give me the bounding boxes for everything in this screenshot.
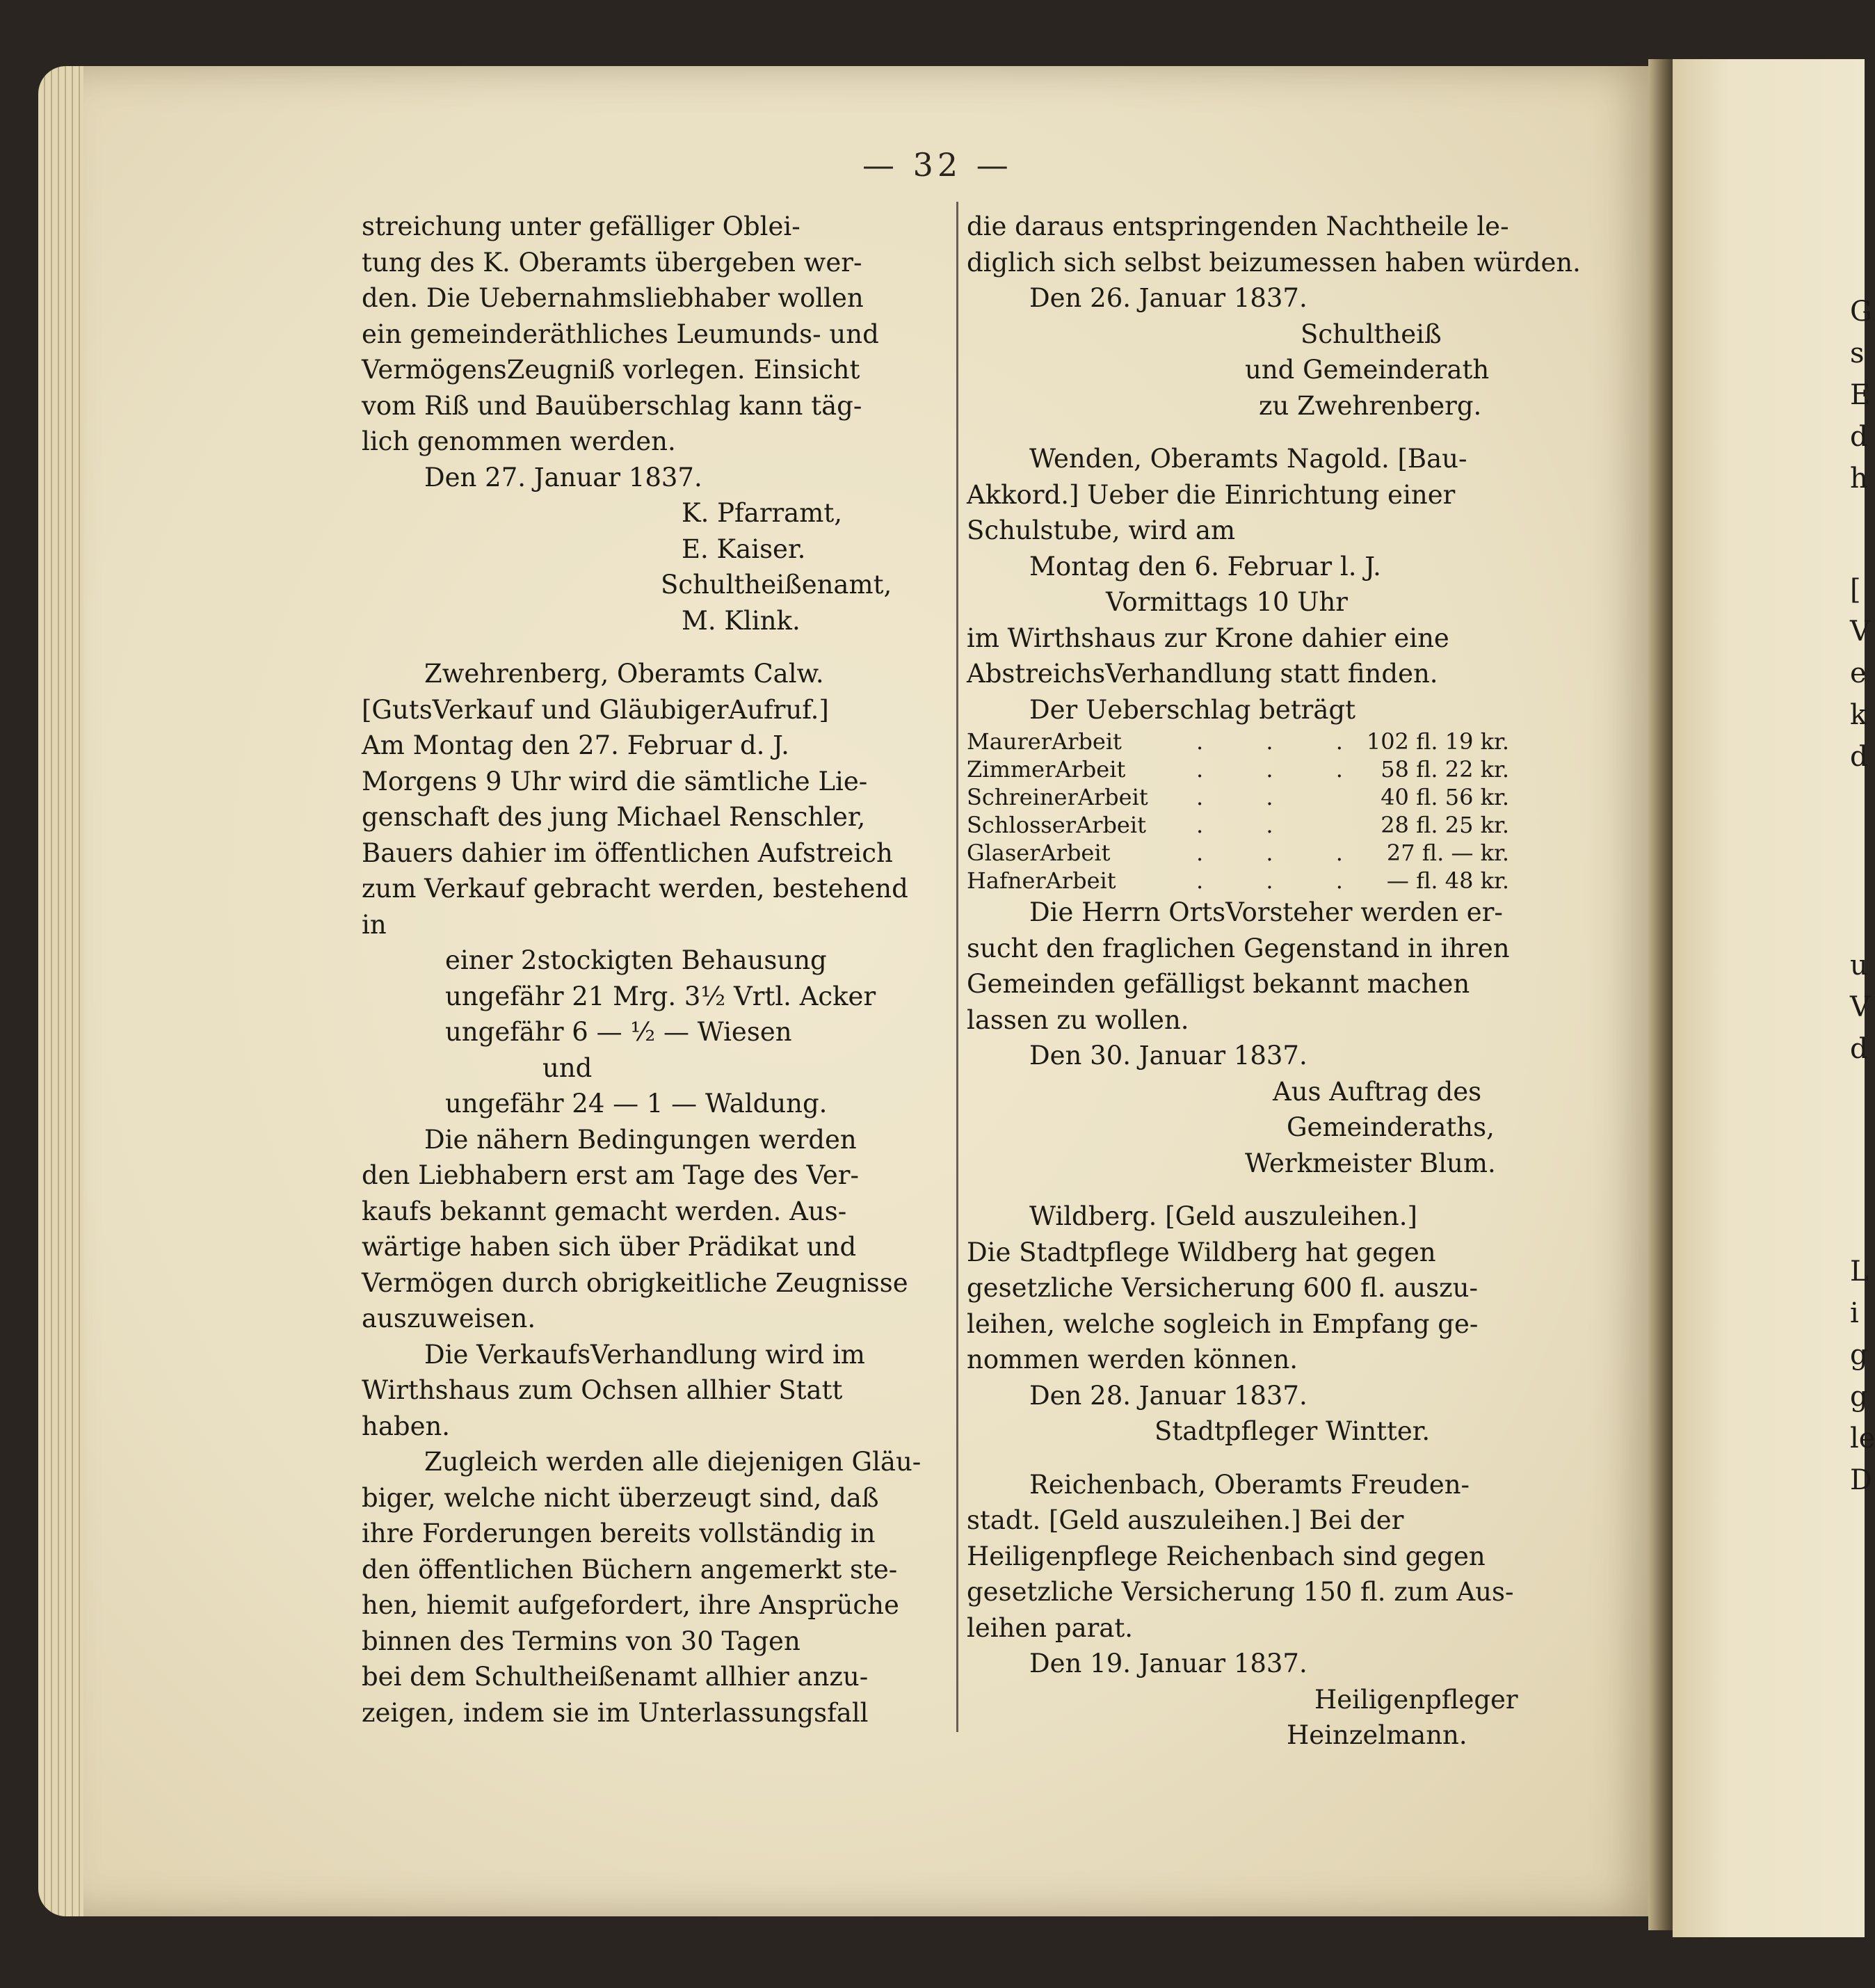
text-line: stadt. [Geld auszuleihen.] Bei der [967,1505,1404,1535]
text-line: ihre Forderungen bereits vollständig in [362,1518,876,1548]
property-line: ungefähr 24 — 1 — Waldung. [445,1089,828,1119]
property-line: und [542,1052,593,1083]
text-line: den öffentlichen Büchern angemerkt ste- [362,1554,898,1585]
cost-trade: GlaserArbeit [967,840,1111,866]
text-line: haben. [362,1411,451,1441]
text-line: in [362,909,387,940]
cost-trade: MaurerArbeit [967,728,1122,755]
fragment-char: V [1850,616,1870,648]
cost-dots: . . . [1196,867,1371,894]
fragment-char: g [1850,1339,1868,1371]
notice-date: Den 28. Januar 1837. [1029,1380,1307,1411]
text-line: AbstreichsVerhandlung statt finden. [967,659,1438,689]
text-line: Der Ueberschlag beträgt [1029,694,1355,725]
fragment-char: s [1850,337,1865,369]
page-number: — 32 — [862,146,1013,184]
cost-dots: . . . [1196,728,1371,755]
text-line: gesetzliche Versicherung 150 fl. zum Aus- [967,1577,1514,1607]
signature-line: und Gemeinderath [1245,355,1490,385]
notice-heading: Reichenbach, Oberamts Freuden- [1029,1469,1470,1500]
cost-row [967,783,1537,811]
cost-dots: . . [1196,812,1301,838]
text-line: tung des K. Oberamts übergeben wer- [362,247,862,278]
fragment-char: E [1850,379,1871,411]
signature-line: Heiligenpfleger [1314,1684,1518,1715]
signature-line: Gemeinderaths, [1287,1112,1495,1142]
fragment-char: d [1850,421,1868,453]
cost-amount: 28 fl. 25 kr. [1381,812,1509,838]
text-line: Vermögen durch obrigkeitliche Zeugnisse [362,1267,908,1298]
text-line: Die nähern Bedingungen werden [424,1124,857,1155]
text-line: wärtige haben sich über Prädikat und [362,1232,857,1262]
text-line: diglich sich selbst beizumessen haben würden. [967,247,1581,278]
fragment-char: g [1850,1381,1868,1413]
text-line: Zugleich werden alle diejenigen Gläu- [424,1447,922,1477]
text-line: Gemeinden gefälligst bekannt machen [967,969,1470,999]
text-line: bei dem Schultheißenamt allhier anzu- [362,1662,869,1692]
cost-row [967,839,1537,867]
text-line: Morgens 9 Uhr wird die sämtliche Lie- [362,766,868,796]
fragment-char: L [1850,1256,1869,1288]
text-line: ein gemeinderäthliches Leumunds- und [362,319,879,349]
notice-date: Den 26. Januar 1837. [1029,283,1307,313]
text-line: Die Stadtpflege Wildberg hat gegen [967,1237,1436,1267]
cost-row [967,728,1537,755]
right-column [967,209,1581,1754]
text-line: hen, hiemit aufgefordert, ihre Ansprüche [362,1590,899,1620]
notice-heading: Zwehrenberg, Oberamts Calw. [424,659,824,689]
cost-amount: 40 fl. 56 kr. [1381,784,1509,810]
text-line: Akkord.] Ueber die Einrichtung einer [967,479,1456,510]
notice-heading: Wenden, Oberamts Nagold. [Bau- [1029,444,1467,474]
text-line: streichung unter gefälliger Oblei- [362,211,800,241]
fragment-char: i [1850,1297,1859,1329]
text-line: vom Riß und Bauüberschlag kann täg- [362,390,862,421]
facing-page-fragment [1673,59,1875,1937]
text-line: genschaft des jung Michael Renschler, [362,802,866,832]
cost-trade: SchreinerArbeit [967,784,1148,810]
text-line: lassen zu wollen. [967,1004,1189,1035]
text-line: leihen parat. [967,1612,1134,1643]
signature-line: K. Pfarramt, [682,498,842,528]
column-divider [956,202,958,1732]
text-line: [GutsVerkauf und GläubigerAufruf.] [362,694,829,725]
cost-row [967,867,1537,895]
notice-date: Den 19. Januar 1837. [1029,1649,1307,1678]
text-line: die daraus entspringenden Nachtheile le- [967,211,1509,241]
signature-line: zu Zwehrenberg. [1259,390,1482,421]
text-line: Die VerkaufsVerhandlung wird im [424,1339,865,1370]
fragment-char: le [1850,1422,1875,1454]
text-line: kaufs bekannt gemacht werden. Aus- [362,1196,847,1226]
text-line: Heiligenpflege Reichenbach sind gegen [967,1541,1486,1571]
left-column [362,209,932,1731]
property-line: ungefähr 6 — ½ — Wiesen [445,1017,792,1047]
cost-trade: HafnerArbeit [967,867,1116,894]
text-line: Bauers dahier im öffentlichen Aufstreich [362,837,893,868]
text-line: leihen, welche sogleich in Empfang ge- [967,1308,1479,1339]
text-line: im Wirthshaus zur Krone dahier eine [967,623,1449,653]
cost-amount: — fl. 48 kr. [1386,867,1509,894]
cost-amount: 58 fl. 22 kr. [1381,756,1509,783]
fragment-char: e [1850,657,1867,689]
fragment-char: d [1850,741,1868,773]
schedule-line: Montag den 6. Februar l. J. [1029,551,1381,582]
signature-line: Schultheißenamt, [661,570,892,600]
text-line: VermögensZeugniß vorlegen. Einsicht [362,355,860,385]
notice-date: Den 30. Januar 1837. [1029,1041,1307,1071]
fragment-char: k [1850,699,1867,731]
signature-line: E. Kaiser. [682,534,806,564]
text-line: zeigen, indem sie im Unterlassungsfall [362,1697,869,1728]
fragment-char: d [1850,1033,1868,1065]
text-line: gesetzliche Versicherung 600 fl. auszu- [967,1273,1478,1303]
text-line: auszuweisen. [362,1304,536,1333]
book-gutter [1648,59,1676,1930]
fragment-char: [ [1850,574,1861,606]
cost-amount: 27 fl. — kr. [1386,840,1509,866]
notice-heading: Wildberg. [Geld auszuleihen.] [1029,1201,1417,1231]
text-line: nommen werden können. [967,1345,1298,1374]
text-line: Wirthshaus zum Ochsen allhier Statt [362,1375,843,1405]
text-line: biger, welche nicht überzeugt sind, daß [362,1482,879,1513]
cost-table [967,728,1537,895]
text-line: sucht den fraglichen Gegenstand in ihren [967,933,1510,963]
signature-line: Aus Auftrag des [1273,1076,1482,1107]
signature-line: Heinzelmann. [1287,1720,1467,1750]
fragment-char: h [1850,463,1868,495]
text-line: Am Montag den 27. Februar d. J. [362,730,789,760]
cost-dots: . . [1196,784,1301,810]
text-line: lich genommen werden. [362,426,676,456]
text-line: zum Verkauf gebracht werden, bestehend [362,874,908,904]
signature-line: M. Klink. [682,605,800,636]
signature-line: Werkmeister Blum. [1245,1148,1496,1178]
cost-dots: . . . [1196,840,1371,866]
cost-amount: 102 fl. 19 kr. [1366,728,1509,755]
cost-row [967,755,1537,783]
cost-dots: . . . [1196,756,1371,783]
text-line: binnen des Termins von 30 Tagen [362,1626,800,1656]
cost-row [967,811,1537,839]
cost-trade: SchlosserArbeit [967,812,1146,838]
text-line: den Liebhabern erst am Tage des Ver- [362,1160,859,1190]
cost-trade: ZimmerArbeit [967,756,1126,783]
signature-line: Schultheiß [1301,319,1442,349]
text-line: Die Herrn OrtsVorsteher werden er- [1029,897,1503,927]
text-line: den. Die Uebernahmsliebhaber wollen [362,283,864,313]
signature-line: Stadtpfleger Wintter. [1154,1416,1431,1446]
fragment-char: G [1850,296,1872,328]
property-line: ungefähr 21 Mrg. 3½ Vrtl. Acker [445,981,876,1011]
schedule-line: Vormittags 10 Uhr [1106,587,1348,617]
fragment-char: D [1850,1464,1873,1496]
fragment-char: V [1850,991,1870,1023]
notice-date: Den 27. Januar 1837. [424,462,702,492]
fragment-char: u [1850,949,1868,981]
property-line: einer 2stockigten Behausung [445,945,827,975]
text-line: Schulstube, wird am [967,515,1236,545]
